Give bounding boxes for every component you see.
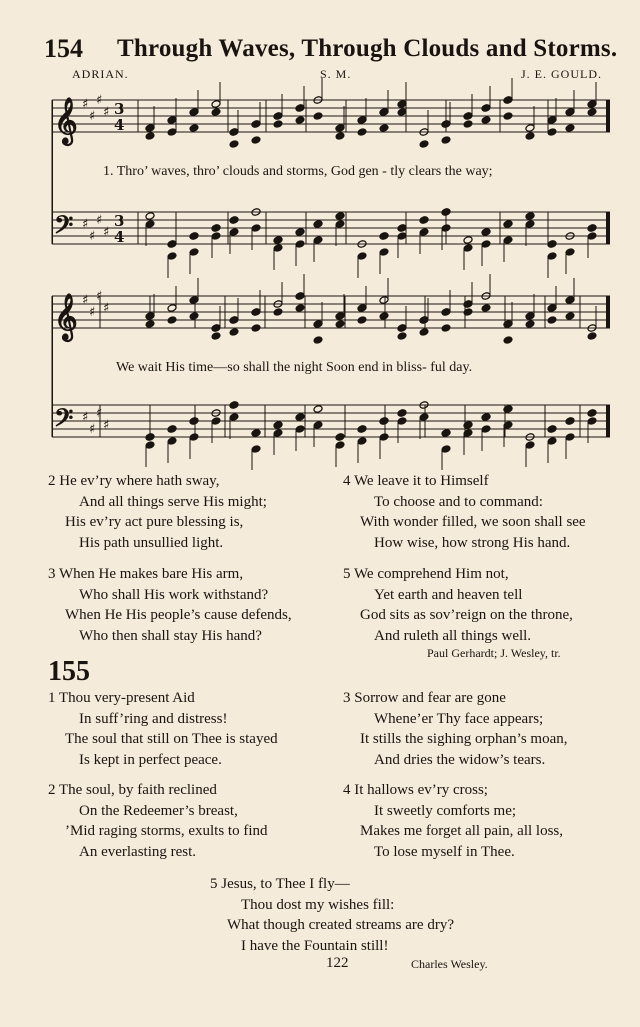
note-head (145, 433, 155, 442)
note-head (295, 116, 305, 125)
note-head (441, 445, 451, 454)
verse-line: How wise, how strong His hand. (374, 534, 571, 551)
note-head (441, 429, 451, 438)
note-head (503, 96, 513, 105)
note-head (167, 304, 177, 313)
note-head (229, 413, 239, 422)
note-head (273, 112, 283, 121)
note-head (335, 124, 345, 133)
note-head (313, 320, 323, 329)
note-head (251, 429, 261, 438)
page-number: 122 (326, 955, 349, 971)
attribution-154: Paul Gerhardt; J. Wesley, tr. (427, 646, 561, 660)
note-head (357, 128, 367, 137)
sharp-sign: ♯ (103, 418, 110, 433)
note-head (397, 232, 407, 241)
note-head (211, 100, 221, 109)
note-head (565, 296, 575, 305)
verse-line: I have the Fountain still! (241, 937, 389, 954)
verse-line: 1 Thou very-present Aid (48, 690, 195, 706)
note-head (189, 312, 199, 321)
note-head (587, 409, 597, 418)
sharp-sign: ♯ (82, 410, 89, 425)
note-head (229, 401, 239, 410)
sharp-sign: ♯ (96, 289, 103, 304)
note-head (503, 220, 513, 229)
note-head (397, 332, 407, 341)
note-head (419, 140, 429, 149)
verse-154-5 (343, 564, 573, 646)
note-head (419, 228, 429, 237)
verse-line: Thou dost my wishes fill: (241, 896, 395, 913)
verse-line: 2 He ev’ry where hath sway, (48, 473, 220, 489)
music-score (0, 0, 640, 470)
final-barline (606, 212, 610, 244)
note-head (189, 124, 199, 133)
sharp-sign: ♯ (89, 305, 96, 320)
verse-line: 4 It hallows ev’ry cross; (343, 782, 488, 798)
note-head (587, 224, 597, 233)
treble-clef: 𝄞 (54, 97, 78, 144)
hymn-155-number: 155 (48, 656, 90, 687)
note-head (441, 208, 451, 217)
note-head (251, 136, 261, 145)
note-head (397, 409, 407, 418)
note-head (587, 232, 597, 241)
note-head (229, 328, 239, 337)
verse-line: His ev’ry act pure blessing is, (65, 514, 244, 530)
note-head (547, 240, 557, 249)
note-head (335, 320, 345, 329)
note-head (211, 332, 221, 341)
verse-line: God sits as sov’reign on the throne, (360, 607, 573, 623)
note-head (379, 433, 389, 442)
verse-line: In suff’ring and distress! (79, 710, 228, 727)
note-head (397, 224, 407, 233)
note-head (463, 236, 473, 245)
sharp-sign: ♯ (96, 93, 103, 108)
verse-line: To lose myself in Thee. (374, 843, 515, 860)
note-head (273, 236, 283, 245)
note-head (503, 236, 513, 245)
note-head (145, 132, 155, 141)
note-head (167, 116, 177, 125)
note-head (357, 316, 367, 325)
note-head (211, 224, 221, 233)
note-head (481, 228, 491, 237)
note-head (167, 437, 177, 446)
verse-line: Who then shall stay His hand? (79, 627, 262, 644)
note-head (587, 100, 597, 109)
time-signature-top: 3 (114, 100, 125, 118)
note-head (335, 212, 345, 221)
hymn-154-title: Through Waves, Through Clouds and Storms. (117, 35, 618, 62)
verse-line: Is kept in perfect peace. (79, 751, 222, 768)
verse-line: 5 We comprehend Him not, (343, 566, 509, 582)
note-head (525, 441, 535, 450)
time-signature-bottom: 4 (114, 228, 125, 246)
note-head (463, 244, 473, 253)
final-barline (606, 296, 610, 328)
note-head (313, 220, 323, 229)
note-head (419, 216, 429, 225)
note-head (167, 128, 177, 137)
verse-line: His path unsullied light. (79, 534, 224, 551)
note-head (145, 441, 155, 450)
note-head (565, 312, 575, 321)
verse-line: And ruleth all things well. (374, 627, 532, 644)
tune-name: ADRIAN. (72, 67, 129, 81)
verse-line: 4 We leave it to Himself (343, 473, 489, 489)
verse-line: To choose and to command: (374, 493, 543, 510)
note-head (397, 100, 407, 109)
note-head (441, 308, 451, 317)
note-head (145, 212, 155, 221)
verse-line: It sweetly comforts me; (374, 802, 517, 819)
verse-line: And all things serve His might; (79, 493, 267, 510)
note-head (189, 108, 199, 117)
note-head (313, 421, 323, 430)
note-head (481, 425, 491, 434)
sharp-sign: ♯ (82, 97, 89, 112)
note-head (189, 433, 199, 442)
note-head (587, 417, 597, 426)
note-head (419, 413, 429, 422)
note-head (525, 212, 535, 221)
note-head (273, 308, 283, 317)
note-head (313, 112, 323, 121)
note-head (189, 248, 199, 257)
note-head (481, 104, 491, 113)
note-head (335, 132, 345, 141)
note-head (167, 252, 177, 261)
verse-line: What though created streams are dry? (227, 917, 454, 933)
note-head (273, 244, 283, 253)
note-head (295, 413, 305, 422)
note-head (189, 417, 199, 426)
note-head (251, 445, 261, 454)
verse-154-2 (48, 471, 267, 553)
verse-155-4 (343, 780, 563, 862)
note-head (295, 292, 305, 301)
verse-line: On the Redeemer’s breast, (79, 802, 238, 819)
note-head (379, 108, 389, 117)
verse-line: Whene’er Thy face appears; (374, 710, 544, 727)
note-head (251, 120, 261, 129)
note-head (379, 296, 389, 305)
note-head (357, 304, 367, 313)
note-head (587, 108, 597, 117)
note-head (547, 116, 557, 125)
note-head (547, 128, 557, 137)
note-head (525, 312, 535, 321)
note-head (379, 232, 389, 241)
sharp-sign: ♯ (103, 301, 110, 316)
verse-line: Who shall His work withstand? (79, 586, 269, 603)
sharp-sign: ♯ (89, 229, 96, 244)
note-head (229, 128, 239, 137)
note-head (229, 228, 239, 237)
verse-154-3 (48, 564, 292, 646)
sharp-sign: ♯ (89, 109, 96, 124)
note-head (441, 324, 451, 333)
note-head (189, 232, 199, 241)
note-head (419, 316, 429, 325)
note-head (503, 112, 513, 121)
note-head (145, 220, 155, 229)
note-head (313, 336, 323, 345)
note-head (357, 437, 367, 446)
verse-155-1 (48, 688, 278, 770)
note-head (229, 140, 239, 149)
verse-154-4 (343, 471, 586, 553)
note-head (229, 216, 239, 225)
note-head (273, 120, 283, 129)
verse-line: The soul that still on Thee is stayed (65, 731, 278, 747)
note-head (441, 224, 451, 233)
note-head (357, 252, 367, 261)
note-head (189, 296, 199, 305)
treble-clef: 𝄞 (54, 293, 78, 340)
note-head (167, 316, 177, 325)
note-head (481, 413, 491, 422)
note-head (547, 316, 557, 325)
verse-line: 5 Jesus, to Thee I fly— (210, 876, 350, 892)
note-head (167, 425, 177, 434)
verse-line: 3 When He makes bare His arm, (48, 566, 244, 582)
sharp-sign: ♯ (103, 105, 110, 120)
note-head (565, 248, 575, 257)
note-head (295, 104, 305, 113)
note-head (441, 136, 451, 145)
verse-line: 3 Sorrow and fear are gone (343, 690, 506, 706)
note-head (211, 417, 221, 426)
verse-155-5 (210, 874, 454, 956)
attribution-155: Charles Wesley. (411, 957, 488, 971)
verse-155-2 (48, 780, 268, 862)
note-head (503, 336, 513, 345)
sharp-sign: ♯ (96, 406, 103, 421)
lyric-line-1: 1. Thro’ waves, thro’ clouds and storms, God gen - tly clears the way; (103, 164, 493, 179)
sharp-sign: ♯ (82, 217, 89, 232)
note-head (481, 116, 491, 125)
note-head (251, 308, 261, 317)
verse-155-3 (343, 688, 568, 770)
note-head (525, 320, 535, 329)
note-head (525, 220, 535, 229)
note-head (229, 316, 239, 325)
note-head (525, 132, 535, 141)
note-head (251, 324, 261, 333)
time-signature-bottom: 4 (114, 116, 125, 134)
note-head (481, 240, 491, 249)
note-head (379, 417, 389, 426)
note-head (463, 112, 473, 121)
bass-clef: 𝄢 (54, 211, 74, 246)
note-head (145, 320, 155, 329)
final-barline (606, 100, 610, 132)
note-head (251, 224, 261, 233)
time-signature-top: 3 (114, 212, 125, 230)
sharp-sign: ♯ (96, 213, 103, 228)
meter: S. M. (320, 67, 352, 81)
note-head (565, 417, 575, 426)
note-head (357, 425, 367, 434)
note-head (313, 236, 323, 245)
note-head (565, 108, 575, 117)
note-head (167, 240, 177, 249)
verse-line: It stills the sighing orphan’s moan, (360, 731, 568, 747)
sharp-sign: ♯ (89, 422, 96, 437)
note-head (419, 328, 429, 337)
note-head (211, 232, 221, 241)
note-head (357, 116, 367, 125)
hymn-154-number: 154 (44, 34, 83, 63)
note-head (481, 304, 491, 313)
note-head (547, 437, 557, 446)
note-head (379, 248, 389, 257)
verse-line: 2 The soul, by faith reclined (48, 782, 217, 798)
note-head (335, 312, 345, 321)
note-head (211, 108, 221, 117)
note-head (211, 324, 221, 333)
note-head (313, 405, 323, 414)
verse-line: ’Mid raging storms, exults to find (65, 823, 268, 839)
note-head (273, 421, 283, 430)
verse-line: An everlasting rest. (79, 843, 197, 860)
note-head (145, 124, 155, 133)
note-head (273, 429, 283, 438)
verse-line: And dries the widow’s tears. (374, 751, 546, 768)
note-head (463, 120, 473, 129)
note-head (295, 425, 305, 434)
note-head (397, 417, 407, 426)
note-head (565, 124, 575, 133)
note-head (335, 433, 345, 442)
note-head (379, 312, 389, 321)
note-head (295, 228, 305, 237)
verse-line: Yet earth and heaven tell (374, 586, 523, 603)
note-head (547, 425, 557, 434)
note-head (565, 433, 575, 442)
bass-clef: 𝄢 (54, 404, 74, 439)
note-head (145, 312, 155, 321)
composer: J. E. GOULD. (521, 67, 602, 81)
sharp-sign: ♯ (103, 225, 110, 240)
note-head (335, 220, 345, 229)
final-barline (606, 405, 610, 437)
lyric-line-2: We wait His time—so shall the night Soon end in bliss- ful day. (116, 360, 473, 375)
sharp-sign: ♯ (82, 293, 89, 308)
note-head (335, 441, 345, 450)
verse-line: When He His people’s cause defends, (65, 607, 292, 623)
note-head (441, 120, 451, 129)
note-head (547, 304, 557, 313)
note-head (295, 304, 305, 313)
verse-line: Makes me forget all pain, all loss, (360, 823, 564, 839)
note-head (587, 332, 597, 341)
note-head (397, 108, 407, 117)
note-head (397, 324, 407, 333)
note-head (379, 124, 389, 133)
note-head (295, 240, 305, 249)
note-head (525, 124, 535, 133)
note-head (547, 252, 557, 261)
verse-line: With wonder filled, we soon shall see (360, 514, 586, 530)
